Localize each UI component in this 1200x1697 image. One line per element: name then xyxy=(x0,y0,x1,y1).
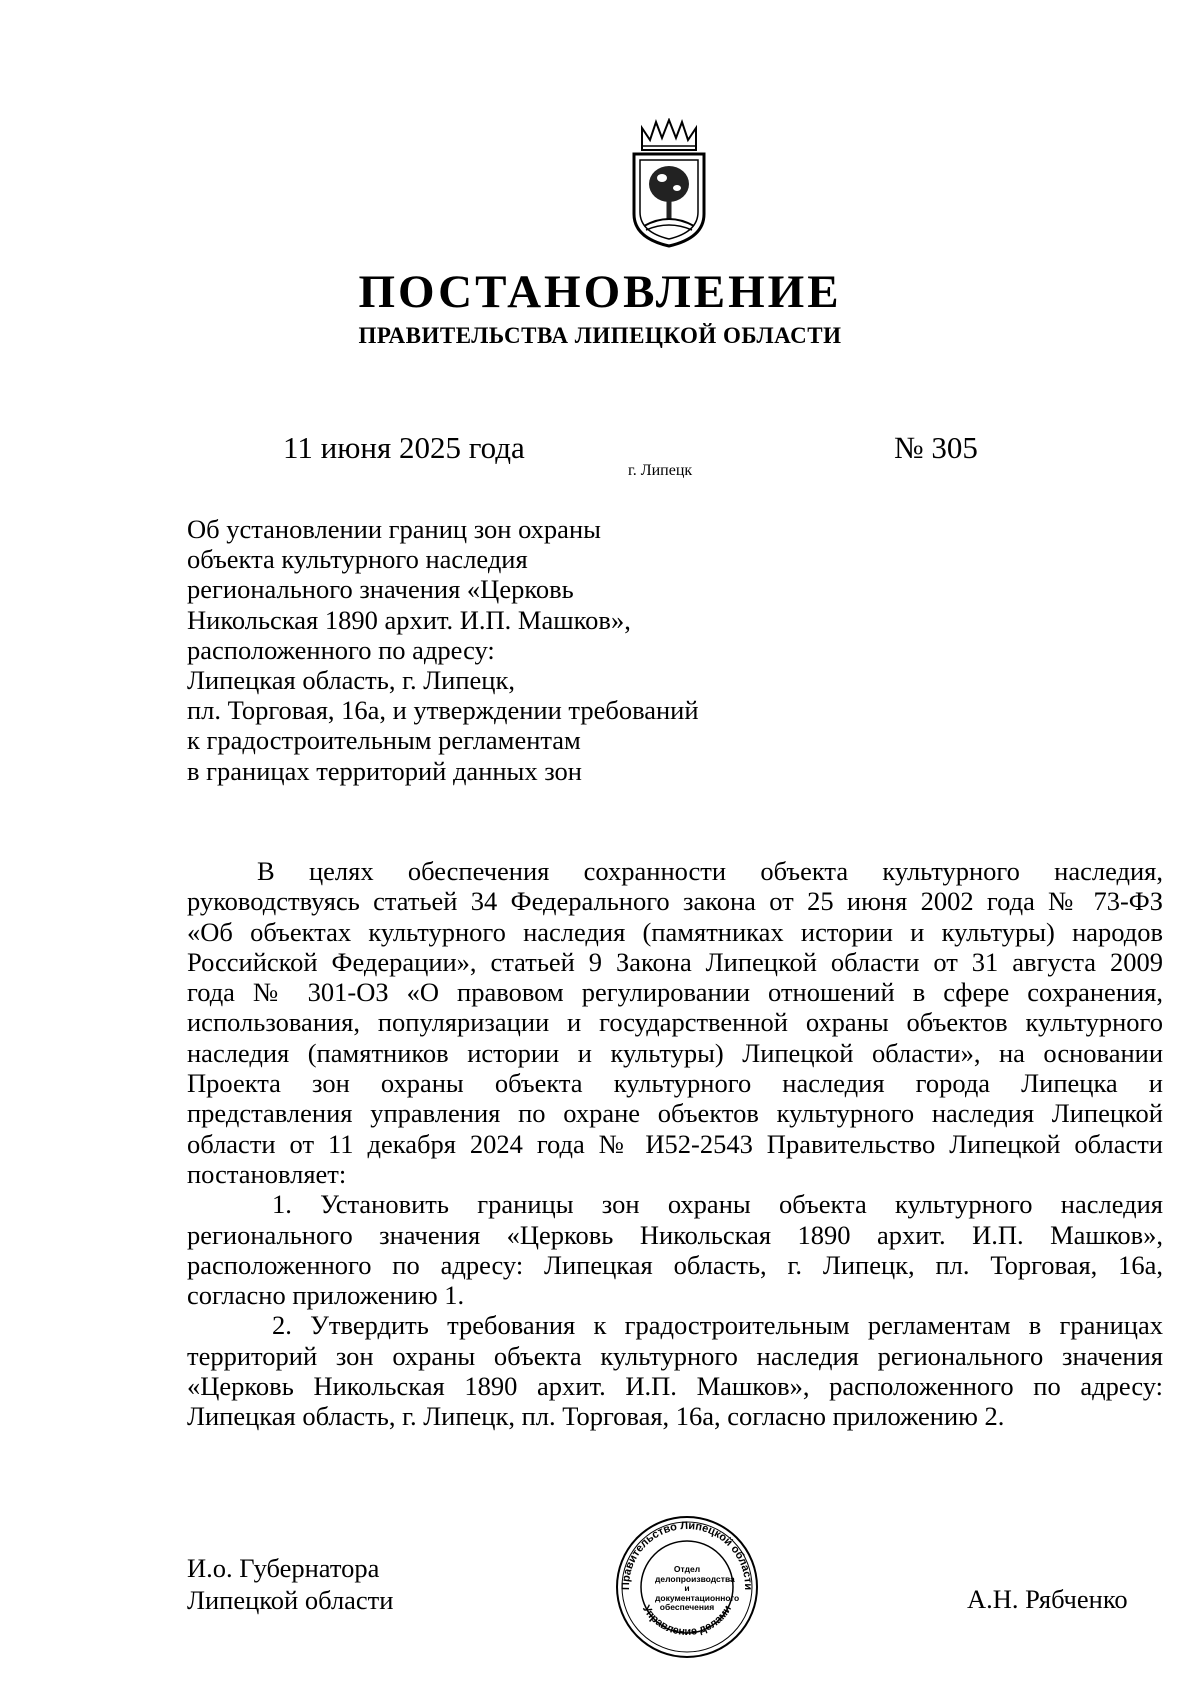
stamp-line: документационного xyxy=(655,1592,740,1603)
body-line: В целях обеспечения сохранности объекта культурного наследия, xyxy=(257,856,1163,886)
body-line: 1. Установить границы зон охраны объекта культурного наследия xyxy=(272,1189,1163,1220)
lipetsk-coat-of-arms-icon xyxy=(628,118,710,248)
body-line: области от 11 декабря 2024 года № И52-2543 Правительство Липецкой области xyxy=(187,1128,1163,1159)
document-subtitle: ПРАВИТЕЛЬСТВА ЛИПЕЦКОЙ ОБЛАСТИ xyxy=(358,323,842,348)
subject-line: Никольская 1890 архит. И.П. Машков», xyxy=(187,604,631,635)
document-title: ПОСТАНОВЛЕНИЕ xyxy=(358,266,842,318)
document-date: 11 июня 2025 года xyxy=(283,430,525,465)
stamp-line: Отдел xyxy=(673,1564,701,1574)
document-subject xyxy=(187,514,747,786)
body-line: Проекта зон охраны объекта культурного наследия города Липецка и xyxy=(187,1068,1163,1099)
body-line: использования, популяризации и государственной охраны объектов культурного xyxy=(187,1007,1163,1038)
body-line: представления управления по охране объектов культурного наследия Липецкой xyxy=(187,1098,1163,1129)
body-line: «Об объектах культурного наследия (памятниках истории и культуры) народов xyxy=(187,916,1163,947)
stamp-center-text xyxy=(655,1564,740,1613)
body-line: расположенного по адресу: Липецкая область, г. Липецк, пл. Торговая, 16а, xyxy=(187,1249,1163,1280)
item-2-paragraph xyxy=(187,1310,1163,1431)
body-line: «Церковь Никольская 1890 архит. И.П. Машков», расположенного по адресу: xyxy=(187,1371,1163,1402)
body-line: года № 301-ОЗ «О правовом регулировании отношений в сфере сохранения, xyxy=(187,977,1163,1008)
subject-line: к градостроительным регламентам xyxy=(187,725,581,756)
preamble-paragraph xyxy=(187,856,1163,1189)
subject-line: расположенного по адресу: xyxy=(187,634,495,665)
subject-line: регионального значения «Церковь xyxy=(187,574,574,605)
stamp-line: делопроизводства и xyxy=(655,1573,735,1593)
stamp-bottom-text: Управление делами xyxy=(639,1603,735,1639)
document-body xyxy=(187,856,1163,1432)
stamp-outer-text: Правительство Липецкой области xyxy=(619,1519,755,1591)
document-city: г. Липецк xyxy=(628,462,693,479)
body-line: территорий зон охраны объекта культурного наследия регионального значения xyxy=(187,1340,1163,1371)
subject-line: объекта культурного наследия xyxy=(187,544,528,575)
position-line: И.о. Губернатора xyxy=(187,1553,380,1583)
signatory-position xyxy=(187,1552,393,1616)
body-line: руководствуясь статьей 34 Федерального закона от 25 июня 2002 года № 73-ФЗ xyxy=(187,886,1163,917)
signatory-name: А.Н. Рябченко xyxy=(967,1584,1128,1614)
subject-line: Об установлении границ зон охраны xyxy=(187,514,601,544)
position-line: Липецкой области xyxy=(187,1585,394,1615)
subject-line: Липецкая область, г. Липецк, xyxy=(187,665,515,696)
body-line: согласно приложению 1. xyxy=(187,1280,465,1311)
body-line: регионального значения «Церковь Никольская 1890 архит. И.П. Машков», xyxy=(187,1219,1163,1250)
body-line: Российской Федерации», статьей 9 Закона Липецкой области от 31 августа 2009 xyxy=(187,946,1163,977)
subject-line: в границах территорий данных зон xyxy=(187,755,582,786)
document-number: № 305 xyxy=(894,430,978,465)
body-line: Липецкая область, г. Липецк, пл. Торговая, 16а, согласно приложению 2. xyxy=(187,1401,1005,1432)
item-1-paragraph xyxy=(187,1189,1163,1310)
body-line: постановляет: xyxy=(187,1158,347,1189)
subject-line: пл. Торговая, 16а, и утверждении требований xyxy=(187,695,699,726)
body-line: 2. Утвердить требования к градостроительным регламентам в границах xyxy=(272,1310,1163,1341)
stamp-line: обеспечения xyxy=(659,1602,715,1612)
body-line: наследия (памятников истории и культуры) Липецкой области», на основании xyxy=(187,1037,1163,1068)
